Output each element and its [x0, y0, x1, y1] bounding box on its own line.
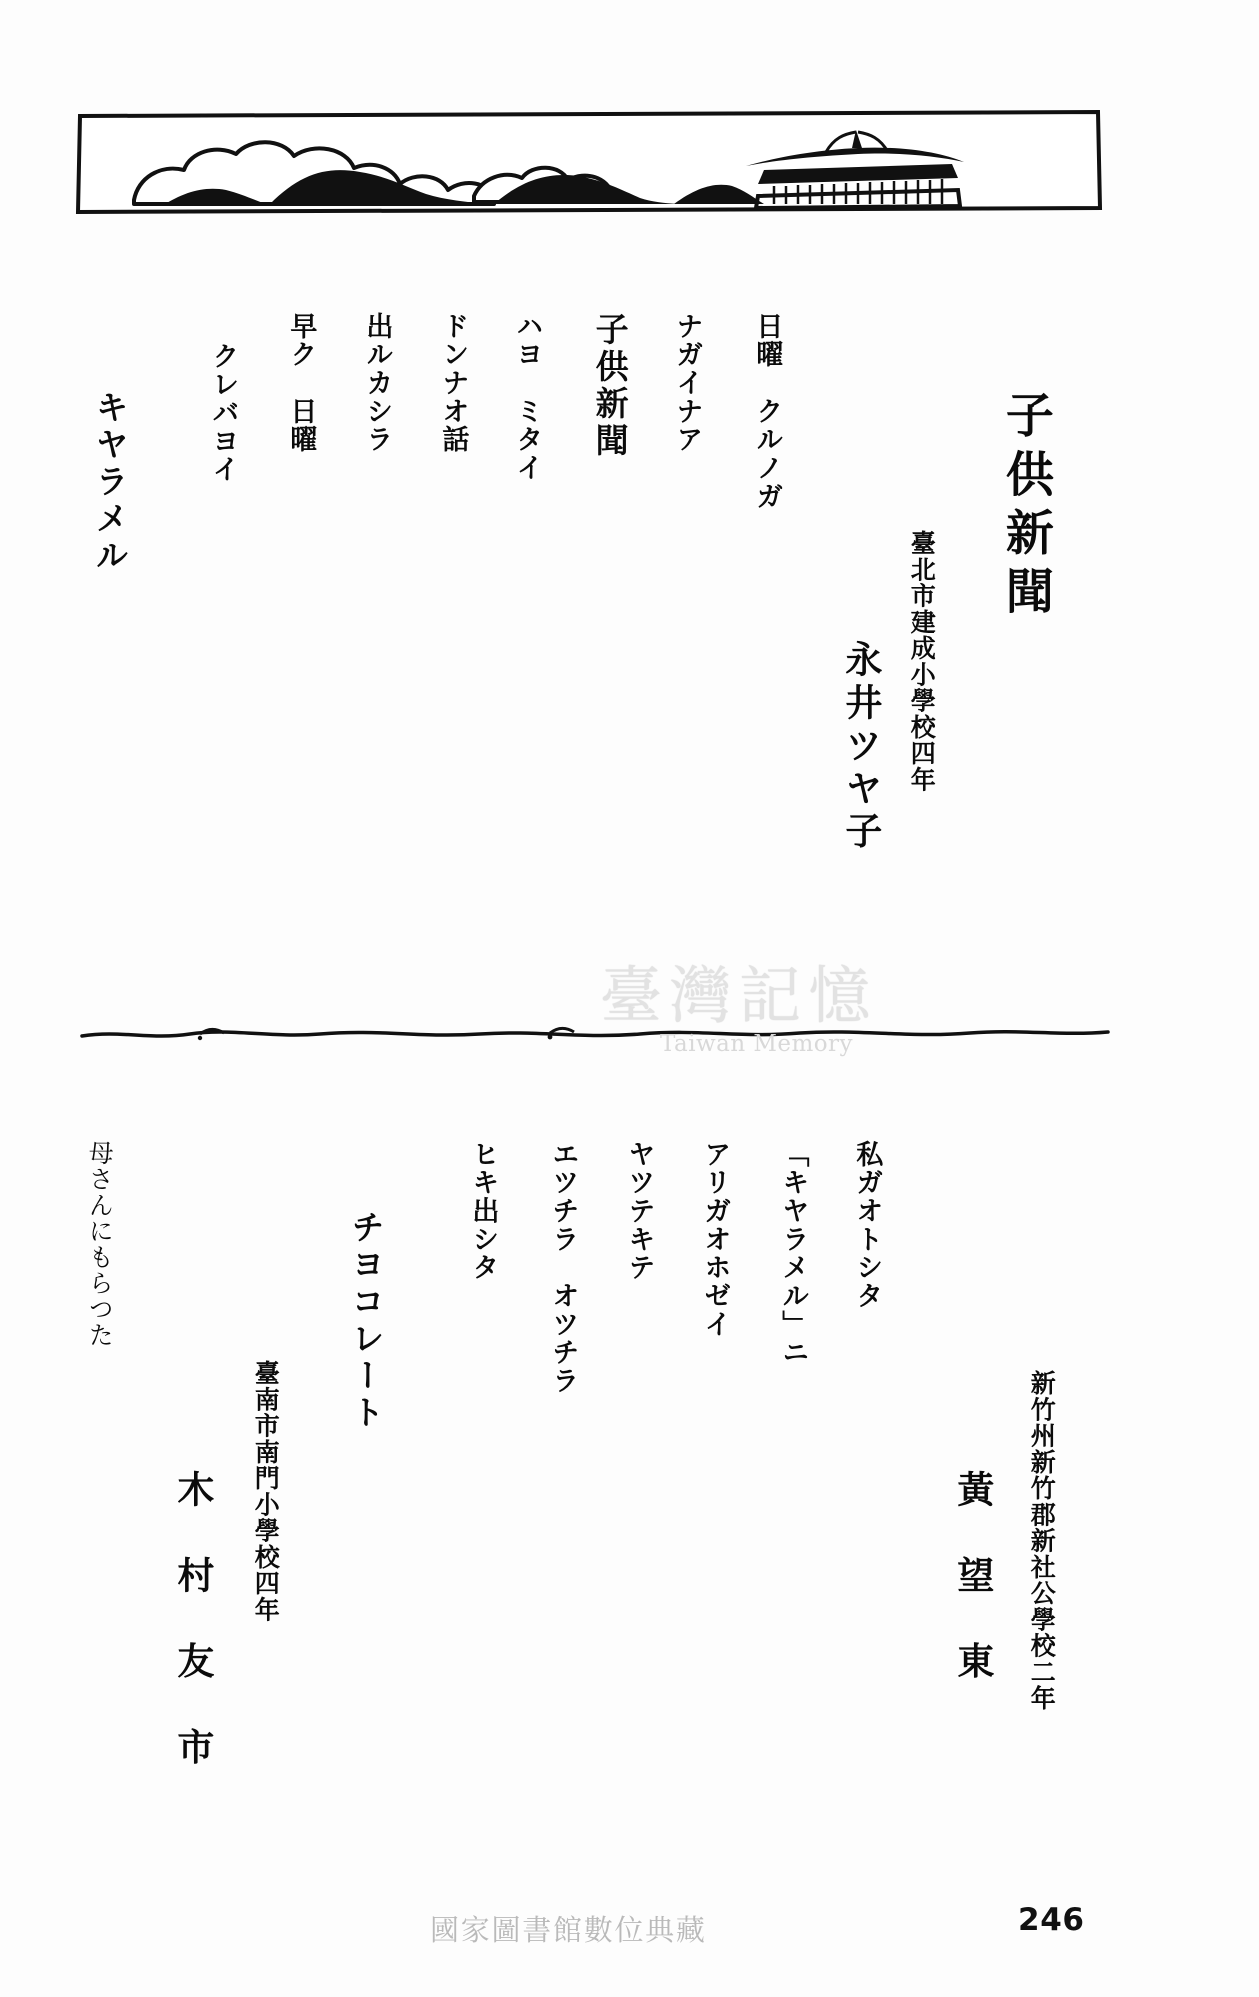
poem-3-title: チヨコレート — [346, 1210, 386, 1432]
poem-1-line-7: 早ク 日曜 — [285, 312, 317, 454]
poem-1-line-5: ドンナオ話 — [437, 312, 469, 454]
poem-1-line-6: 出ルカシラ — [361, 312, 393, 454]
poem-2-line-5: エツチラ オツチラ — [547, 1140, 579, 1396]
poem-2-author: 黃 望 東 — [950, 1470, 994, 1685]
poem-1-author: 永井ツヤ子 — [838, 640, 882, 855]
poem-3-author: 木 村 友 市 — [170, 1470, 214, 1771]
watermark-english: Taiwan Memory — [660, 1031, 853, 1057]
poem-2-line-6: ヒキ出シタ — [467, 1140, 499, 1282]
section-title: 子供新聞 — [997, 390, 1054, 625]
watermark-chinese: 臺灣記憶 — [600, 959, 878, 1032]
poem-1-line-4: ハヨ ミタイ — [511, 312, 543, 483]
poem-2-line-1: 私ガオトシタ — [851, 1140, 883, 1311]
page-number: 246 — [1018, 1902, 1085, 1938]
poem-1-school: 臺北市建成小學校四年 — [907, 530, 937, 793]
poem-1-line-2: ナガイナア — [671, 312, 703, 454]
poem-1-title: 子供新聞 — [590, 312, 630, 460]
poem-2-line-2: 「キヤラメル」ニ — [777, 1140, 809, 1367]
poem-2-school: 新竹州新竹郡新社公學校二年 — [1027, 1370, 1057, 1712]
poem-3-school: 臺南市南門小學校四年 — [251, 1360, 281, 1623]
poem-3-line-1: 母さんにもらつた — [85, 1140, 115, 1348]
poem-2-line-4: ヤツテキテ — [623, 1140, 655, 1282]
poem-1-line-8: クレバヨイ — [207, 342, 239, 484]
poem-1-line-1: 日曜 クルノガ — [751, 312, 783, 511]
footer-library-credit: 國家圖書館數位典藏 — [430, 1913, 707, 1947]
poem-2-line-3: アリガオホゼイ — [699, 1140, 731, 1339]
header-ornament-band — [74, 108, 1104, 228]
section-divider — [80, 1020, 1110, 1050]
poem-2-title: キヤラメル — [90, 390, 130, 575]
